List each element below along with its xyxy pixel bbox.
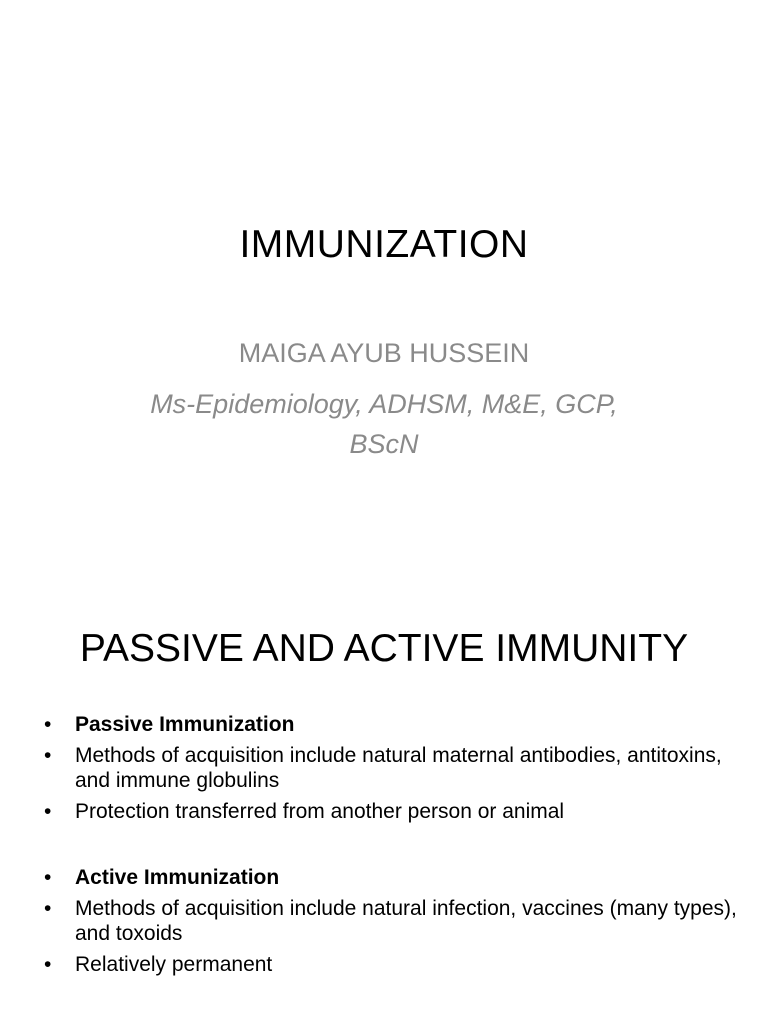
- list-spacer: [44, 830, 744, 865]
- list-item: [44, 865, 744, 890]
- bullet-icon: •: [44, 953, 52, 976]
- bullet-text: Methods of acquisition include natural maternal antibodies, antitoxins, and immune globulins: [75, 744, 722, 792]
- bullet-list: [44, 712, 744, 983]
- bullet-heading: Active Immunization: [75, 866, 280, 889]
- content-slide: [0, 576, 768, 1024]
- bullet-icon: •: [44, 897, 52, 920]
- slide-title: PASSIVE AND ACTIVE IMMUNITY: [79, 627, 689, 670]
- list-item: [44, 896, 744, 946]
- list-item: [44, 743, 744, 793]
- author-credentials: Ms-Epidemiology, ADHSM, M&E, GCP, BScN: [150, 389, 618, 459]
- slide-title: IMMUNIZATION: [239, 223, 529, 266]
- list-item: [44, 952, 744, 977]
- author-name: MAIGA AYUB HUSSEIN: [238, 338, 530, 368]
- bullet-heading: Passive Immunization: [75, 713, 295, 736]
- bullet-icon: •: [44, 713, 52, 736]
- bullet-text: Relatively permanent: [75, 953, 273, 976]
- list-item: [44, 799, 744, 824]
- bullet-icon: •: [44, 800, 52, 823]
- bullet-text: Methods of acquisition include natural infection, vaccines (many types), and toxoids: [75, 897, 737, 945]
- bullet-text: Protection transferred from another person or animal: [75, 800, 565, 823]
- bullet-icon: •: [44, 866, 52, 889]
- list-item: [44, 712, 744, 737]
- bullet-icon: •: [44, 744, 52, 767]
